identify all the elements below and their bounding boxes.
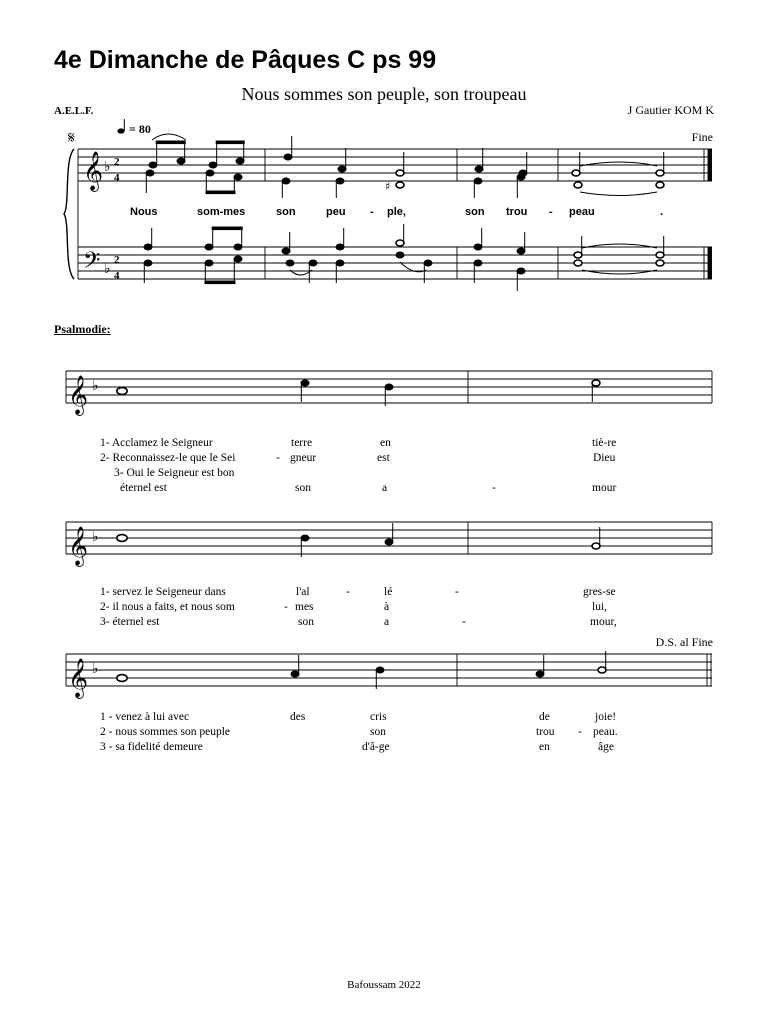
verse-text: âge: [598, 741, 614, 753]
verse-text: de: [539, 711, 550, 723]
verse-text: 2- il nous a faits, et nous som: [100, 601, 235, 613]
refrain-treble-staff: [78, 149, 712, 181]
svg-text:♯: ♯: [385, 180, 391, 193]
brace-icon: [64, 149, 74, 279]
text-source: A.E.L.F.: [54, 105, 94, 117]
lyric-syllable: ple,: [387, 206, 406, 218]
composer-name: J Gautier KOM K: [627, 103, 714, 117]
treble-clef-icon: 𝄞: [68, 526, 89, 566]
verse-text: en: [539, 741, 550, 753]
verse-text: en: [380, 437, 391, 449]
flat-icon: ♭: [92, 529, 99, 545]
verse-text: -: [492, 482, 496, 494]
verse-text: 1- servez le Seigeneur dans: [100, 586, 226, 598]
verse-text: mes: [295, 601, 314, 613]
verse-text: Dieu: [593, 452, 616, 464]
verse-text: 1 - venez à lui avec: [100, 711, 190, 723]
verse-text: terre: [291, 437, 313, 449]
verse-text: des: [290, 711, 306, 723]
svg-text:4: 4: [114, 172, 120, 184]
verse-text: d'â-ge: [362, 741, 390, 753]
lyric-syllable: .: [660, 206, 664, 218]
lyric-syllable: son: [276, 206, 296, 218]
verse-text: trou: [536, 726, 555, 738]
psalmody-heading: Psalmodie:: [54, 322, 111, 336]
time-signature: 2: [114, 254, 120, 266]
verse-text: -: [455, 586, 459, 598]
verse-text: 3- Oui le Seigneur est bon: [114, 467, 235, 479]
time-signature: 2: [114, 156, 120, 168]
verse-text: son: [298, 616, 314, 628]
page-subtitle: Nous sommes son peuple, son troupeau: [241, 84, 527, 104]
lyric-syllable: peu: [326, 206, 346, 218]
refrain-lyrics: [130, 206, 663, 218]
verse-text: mour: [592, 482, 617, 494]
verse-text: est: [377, 452, 390, 464]
verse-text: gres-se: [583, 586, 616, 598]
verse-text: tiè-re: [592, 437, 617, 449]
verse-text: -: [276, 452, 280, 464]
verse-text: 2- Reconnaissez-le que le Sei: [100, 452, 236, 464]
psalmody-verses-3: [100, 711, 618, 753]
lyric-syllable: som-mes: [197, 206, 246, 218]
verse-text: l'al: [296, 586, 310, 598]
verse-text: son: [370, 726, 386, 738]
psalmody-verses-1: [100, 437, 616, 494]
verse-text: peau.: [593, 726, 618, 738]
page-footer: Bafoussam 2022: [347, 979, 421, 991]
flat-icon: ♭: [92, 378, 99, 394]
verse-text: joie!: [595, 711, 617, 723]
verse-text: 2 - nous sommes son peuple: [100, 726, 231, 738]
verse-text: à: [384, 601, 390, 613]
svg-text:4: 4: [114, 270, 120, 282]
flat-icon: ♭: [104, 261, 111, 277]
lyric-syllable: -: [549, 206, 553, 218]
treble-clef-icon: 𝄞: [68, 375, 89, 415]
lyric-syllable: Nous: [130, 206, 158, 218]
fine-marking: Fine: [691, 130, 713, 144]
page-title: 4e Dimanche de Pâques C ps 99: [54, 46, 437, 74]
psalmody-notes: [117, 380, 606, 689]
verse-text: cris: [370, 711, 387, 723]
bass-clef-icon: 𝄢: [83, 248, 101, 279]
verse-text: lé: [384, 586, 393, 598]
tempo-marking: = 80: [129, 122, 151, 136]
psalmody-staff-3: [66, 654, 712, 686]
lyric-syllable: -: [370, 206, 374, 218]
verse-text: son: [295, 482, 311, 494]
verse-text: -: [462, 616, 466, 628]
flat-icon: ♭: [92, 661, 99, 677]
flat-icon: ♭: [104, 159, 111, 175]
verse-text: -: [284, 601, 288, 613]
segno-icon: 𝄋: [68, 128, 75, 147]
psalmody-staff-2: [66, 522, 712, 554]
verse-text: mour,: [590, 616, 617, 628]
verse-text: éternel est: [120, 482, 167, 494]
verse-text: -: [346, 586, 350, 598]
psalmody-verses-2: [100, 586, 617, 628]
verse-text: a: [382, 482, 388, 494]
lyric-syllable: son: [465, 206, 485, 218]
quarter-note-icon: [117, 128, 124, 133]
verse-text: gneur: [290, 452, 317, 464]
lyric-syllable: peau: [569, 206, 595, 218]
lyric-syllable: trou: [506, 206, 528, 218]
treble-clef-icon: 𝄞: [83, 151, 104, 191]
verse-text: lui,: [592, 601, 608, 613]
treble-clef-icon: 𝄞: [68, 658, 89, 698]
verse-text: -: [578, 726, 582, 738]
verse-text: 1- Acclamez le Seigneur: [100, 437, 213, 449]
ds-al-fine-marking: D.S. al Fine: [655, 635, 713, 649]
verse-text: 3 - sa fidelité demeure: [100, 741, 203, 753]
verse-text: a: [384, 616, 390, 628]
verse-text: 3- éternel est: [100, 616, 160, 628]
